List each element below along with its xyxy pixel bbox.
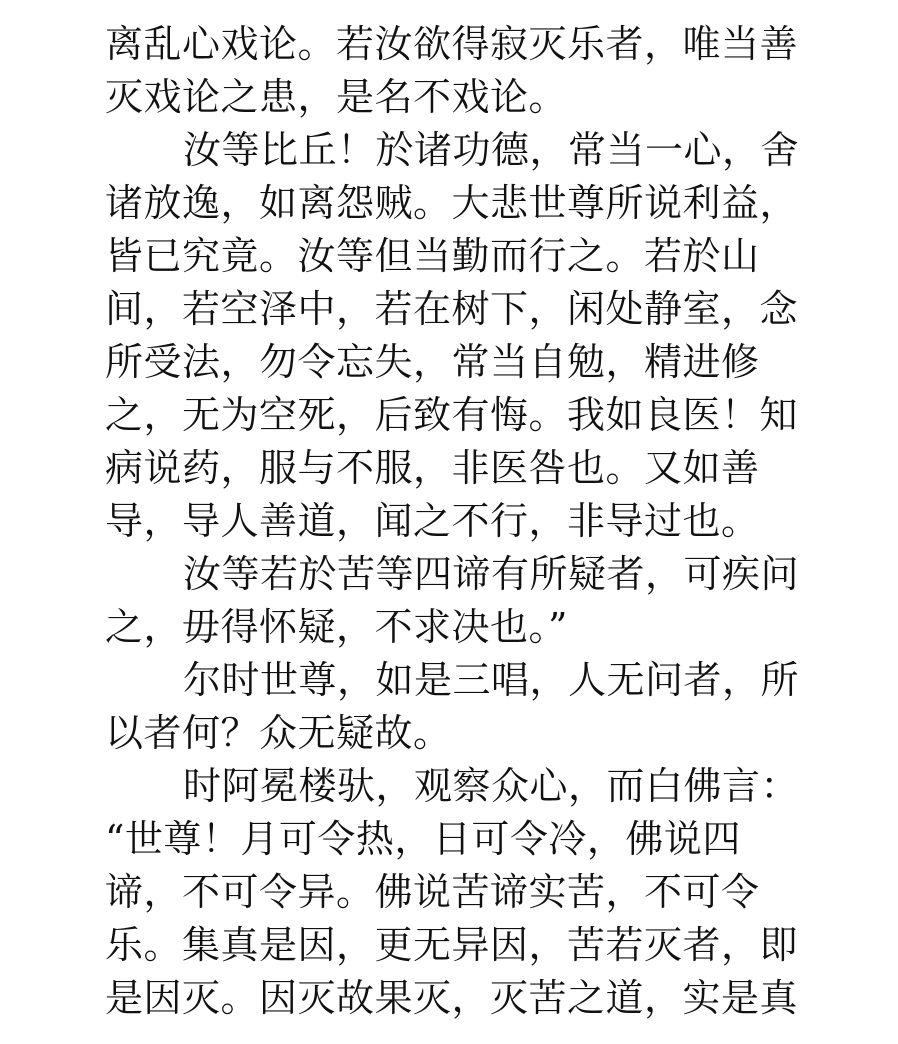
text-line: 所受法，勿令忘失，常当自勉，精进修 (105, 340, 760, 384)
paragraph-start-line: 尔时世尊，如是三唱，人无问者，所 (183, 658, 800, 702)
text-line: 谛，不可令异。佛说苦谛实苦，不可令 (105, 870, 760, 914)
text-line: 间，若空泽中，若在树下，闲处静室，念 (105, 287, 799, 331)
text-line: 诸放逸，如离怨贼。大悲世尊所说利益， (105, 181, 799, 225)
text-line: 乐。集真是因，更无异因，苦若灭者，即 (105, 923, 799, 967)
text-line: “世尊！月可令热，日可令冷，佛说四 (105, 817, 741, 861)
text-line: 灭戏论之患，是名不戏论。 (105, 75, 568, 119)
text-line: 离乱心戏论。若汝欲得寂灭乐者，唯当善 (105, 22, 799, 66)
paragraph-start-line: 汝等比丘！於诸功德，常当一心，舍 (183, 128, 800, 172)
paragraph-start-line: 时阿冕楼驮，观察众心，而白佛言： (183, 764, 800, 808)
text-line: 是因灭。因灭故果灭，灭苦之道，实是真 (105, 976, 799, 1020)
paragraph-start-line: 汝等若於苦等四谛有所疑者，可疾问 (183, 552, 800, 596)
text-line: 病说药，服与不服，非医咎也。又如善 (105, 446, 760, 490)
text-line: 导，导人善道，闻之不行，非导过也。 (105, 499, 760, 543)
text-line: 之，毋得怀疑，不求决也。” (105, 605, 568, 649)
text-line: 皆已究竟。汝等但当勤而行之。若於山 (105, 234, 760, 278)
text-line: 之，无为空死，后致有悔。我如良医！知 (105, 393, 799, 437)
text-line: 以者何？众无疑故。 (105, 711, 452, 755)
